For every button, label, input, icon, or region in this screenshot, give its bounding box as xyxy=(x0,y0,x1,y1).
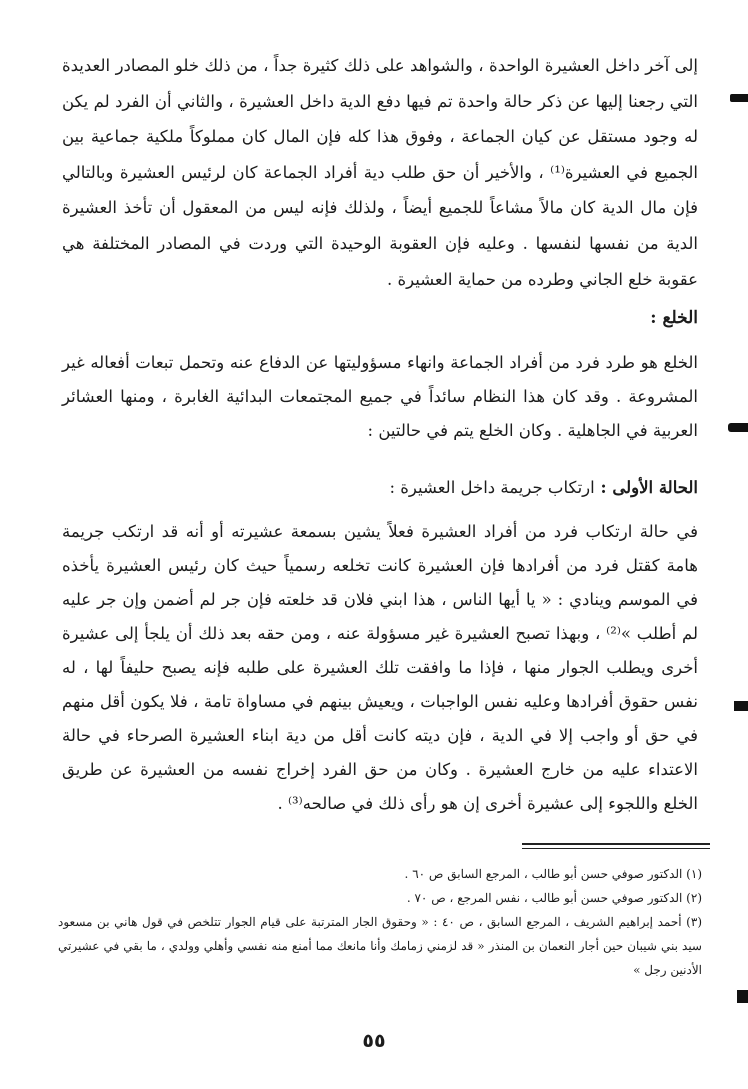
intro-paragraph: إلى آخر داخل العشيرة الواحدة ، والشواهد على ذلك كثيرة جداً ، من ذلك خلو المصادر العديدة التي رجعنا إليها عن ذكر حالة واحدة تم فيها دفع الدية داخل العشيرة ، والثاني أن الفرد لم يكن له وجود مستقل عن كيان الجماعة ، وفوق هذا كله فإن المال كان مملوكاً ملكية جماعية بين الجميع في العشيرة⁽¹⁾ ، والأخير أن حق طلب دية أفراد الجماعة كان لرئيس العشيرة وبالتالي فإن مال الدية كان مالاً مشاعاً للجميع أيضاً ، ولذلك فإنه ليس من المعقول أن تأخذ العشيرة الدية من نفسها لنفسها . وعليه فإن العقوبة الوحيدة التي وردت في المصادر المختلفة هي عقوبة خلع الجاني وطرده من حماية العشيرة . xyxy=(62,56,698,289)
section-heading-khal: الخلع : xyxy=(650,308,698,328)
footnote-1: (١) الدكتور صوفي حسن أبو طالب ، المرجع السابق ص ٦٠ . xyxy=(404,867,702,881)
footnotes xyxy=(58,862,702,982)
khal-paragraph: الخلع هو طرد فرد من أفراد الجماعة وانهاء مسؤوليتها عن الدفاع عنه وتحمل تبعات أفعاله غير المشروعة . وقد كان هذا النظام سائداً في جميع المجتمعات البدائية الغابرة ، ومنها العشائر العربية في الجاهلية . وكان الخلع يتم في حالتين : xyxy=(62,353,698,440)
case-heading xyxy=(389,478,698,497)
case-paragraph-block xyxy=(62,515,698,821)
scan-edge-mark xyxy=(737,990,748,1003)
scan-edge-mark xyxy=(730,94,748,102)
scan-edge-mark xyxy=(728,423,748,432)
footnote-divider-thin xyxy=(522,848,710,849)
page-number: ٥٥ xyxy=(362,1030,386,1052)
scan-edge-mark xyxy=(734,701,748,711)
footnote-2: (٢) الدكتور صوفي حسن أبو طالب ، نفس المرجع ، ص ٧٠ . xyxy=(406,891,702,905)
khal-paragraph-block xyxy=(62,346,698,448)
intro-paragraph-block xyxy=(62,48,698,297)
footnote-divider xyxy=(522,843,710,845)
case-paragraph: في حالة ارتكاب فرد من أفراد العشيرة فعلاً يشين بسمعة عشيرته أو أنه قد ارتكب جريمة هامة كقتل فرد من أفرادها فإن العشيرة كانت تخلعه رسمياً حيث كان رئيس العشيرة يأخذه في الموسم وينادي : « يا أيها الناس ، هذا ابني فلان قد خلعته فإن جر لم أضمن وإن جر عليه لم أطلب »⁽²⁾ ، وبهذا تصبح العشيرة غير مسؤولة عنه ، ومن حقه بعد ذلك أن يلجأ إلى عشيرة أخرى ويطلب الجوار منها ، فإذا ما وافقت تلك العشيرة على طلبه فإنه يصبح حليفاً لها ، له نفس حقوق أفرادها وعليه نفس الواجبات ، ويعيش بينهم في مساواة تامة ، فلا يكون أقل منهم في حق أو واجب إلا في الدية ، فإن ديته كانت أقل من دية ابناء العشيرة الصرحاء في حالة الاعتداء عليه من خارج العشيرة . وكان من حق الفرد إخراج نفسه من العشيرة عن طريق الخلع واللجوء إلى عشيرة أخرى إن هو رأى ذلك في صالحه⁽³⁾ . xyxy=(62,522,698,813)
footnote-3: (٣) أحمد إبراهيم الشريف ، المرجع السابق ، ص ٤٠ : « وحقوق الجار المترتبة على قيام الجوار تتلخص في قول هاني بن مسعود سيد بني شيبان حين أجار النعمان بن المنذر « قد لزمني زمامك وأنا مانعك مما أمنع منه نفسي وأهلي وولدي ، ما بقي في عشيرتي الأدنين رجل » xyxy=(58,915,703,977)
case-heading-label: الحالة الأولى : xyxy=(600,478,698,497)
case-heading-text: ارتكاب جريمة داخل العشيرة : xyxy=(389,478,595,497)
